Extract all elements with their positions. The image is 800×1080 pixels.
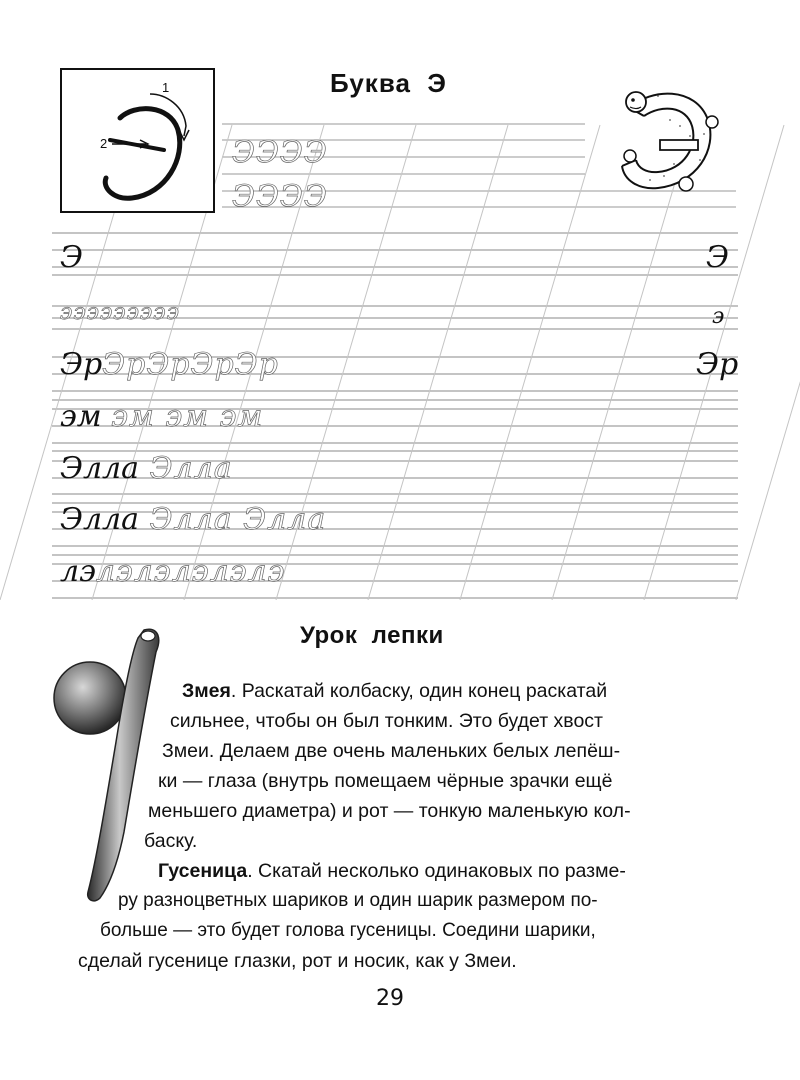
- copy-row-model: Эр: [60, 347, 103, 382]
- line-text: сделай гусенице глазки, рот и носик, как у Змеи.: [78, 950, 517, 972]
- copy-row-trace: эм эм эм: [111, 399, 264, 434]
- bold-term: Змея: [182, 680, 231, 702]
- lesson-title: Урок лепки: [300, 622, 444, 649]
- script-e-icon: [62, 70, 217, 215]
- line-text: сильнее, чтобы он был тонким. Это будет хвост: [170, 710, 603, 732]
- copy-row-5: [60, 347, 279, 382]
- line-text: ки — глаза (внутрь помещаем чёрные зрачки ещё: [158, 770, 613, 792]
- copy-row-9: [60, 554, 286, 589]
- copy-row-2: [232, 179, 328, 214]
- line-text: . Раскатай колбаску, один конец раскатай: [230, 680, 608, 702]
- letter-mascot-illustration: [600, 80, 730, 205]
- copy-row-trace: лэлэлэлэлэ: [95, 554, 286, 589]
- copy-row-model: Э: [60, 240, 83, 275]
- copy-row-trace: Элла Элла: [139, 502, 327, 537]
- snake-line-5: [148, 796, 631, 826]
- caterpillar-line-3: [100, 916, 596, 946]
- clay-ball: [54, 662, 126, 734]
- copy-row-4: [60, 298, 180, 328]
- stroke-number-2: 2: [100, 136, 108, 151]
- snake-line-6: [144, 826, 197, 856]
- line-text: баску.: [144, 830, 198, 852]
- copy-row-model: лэ: [60, 554, 96, 589]
- copy-row-3-end: Э: [706, 240, 729, 275]
- snake-line-4: [158, 766, 612, 796]
- copy-row-trace: эээээээээ: [60, 300, 180, 325]
- copy-row-8: [60, 502, 327, 537]
- line-text: . Скатай несколько одинаковых по разме-: [247, 860, 626, 882]
- stroke-number-1: 1: [162, 80, 170, 95]
- copy-row-6: [60, 399, 264, 434]
- letter-model-box: [60, 68, 215, 213]
- copy-row-trace: Элла: [139, 451, 233, 486]
- copy-row-7: [60, 451, 233, 486]
- caterpillar-line-2: [118, 886, 598, 916]
- copy-row-1: [232, 135, 328, 170]
- caterpillar-line-4: [78, 946, 517, 976]
- copy-row-trace: ЭрЭрЭрЭр: [102, 347, 279, 382]
- line-text: больше — это будет голова гусеницы. Соедини шарики,: [100, 920, 596, 941]
- snake-line-2: [170, 706, 603, 736]
- copy-row-3: [60, 240, 83, 275]
- line-text: меньшего диаметра) и рот — тонкую маленькую кол-: [148, 800, 631, 822]
- copy-row-4-end: э: [712, 304, 725, 329]
- line-text: Змеи. Делаем две очень маленьких белых лепёш-: [162, 740, 621, 762]
- page-number: 29: [376, 986, 404, 1011]
- copy-row-model: Элла: [60, 502, 140, 537]
- snake-line-1: [182, 676, 607, 706]
- page-title: Буква Э: [330, 68, 447, 98]
- caterpillar-line-1: [158, 856, 626, 886]
- snake-line-3: [162, 736, 620, 766]
- copy-row-5-end: Эр: [696, 347, 739, 382]
- copy-row-trace: ЭЭЭЭ: [232, 179, 328, 214]
- bold-term: Гусеница: [158, 860, 248, 882]
- copy-row-model: Элла: [60, 451, 140, 486]
- line-text: ру разноцветных шариков и один шарик размером по-: [118, 890, 598, 911]
- copy-row-model: эм: [60, 399, 102, 434]
- copy-row-trace: ЭЭЭЭ: [232, 135, 328, 170]
